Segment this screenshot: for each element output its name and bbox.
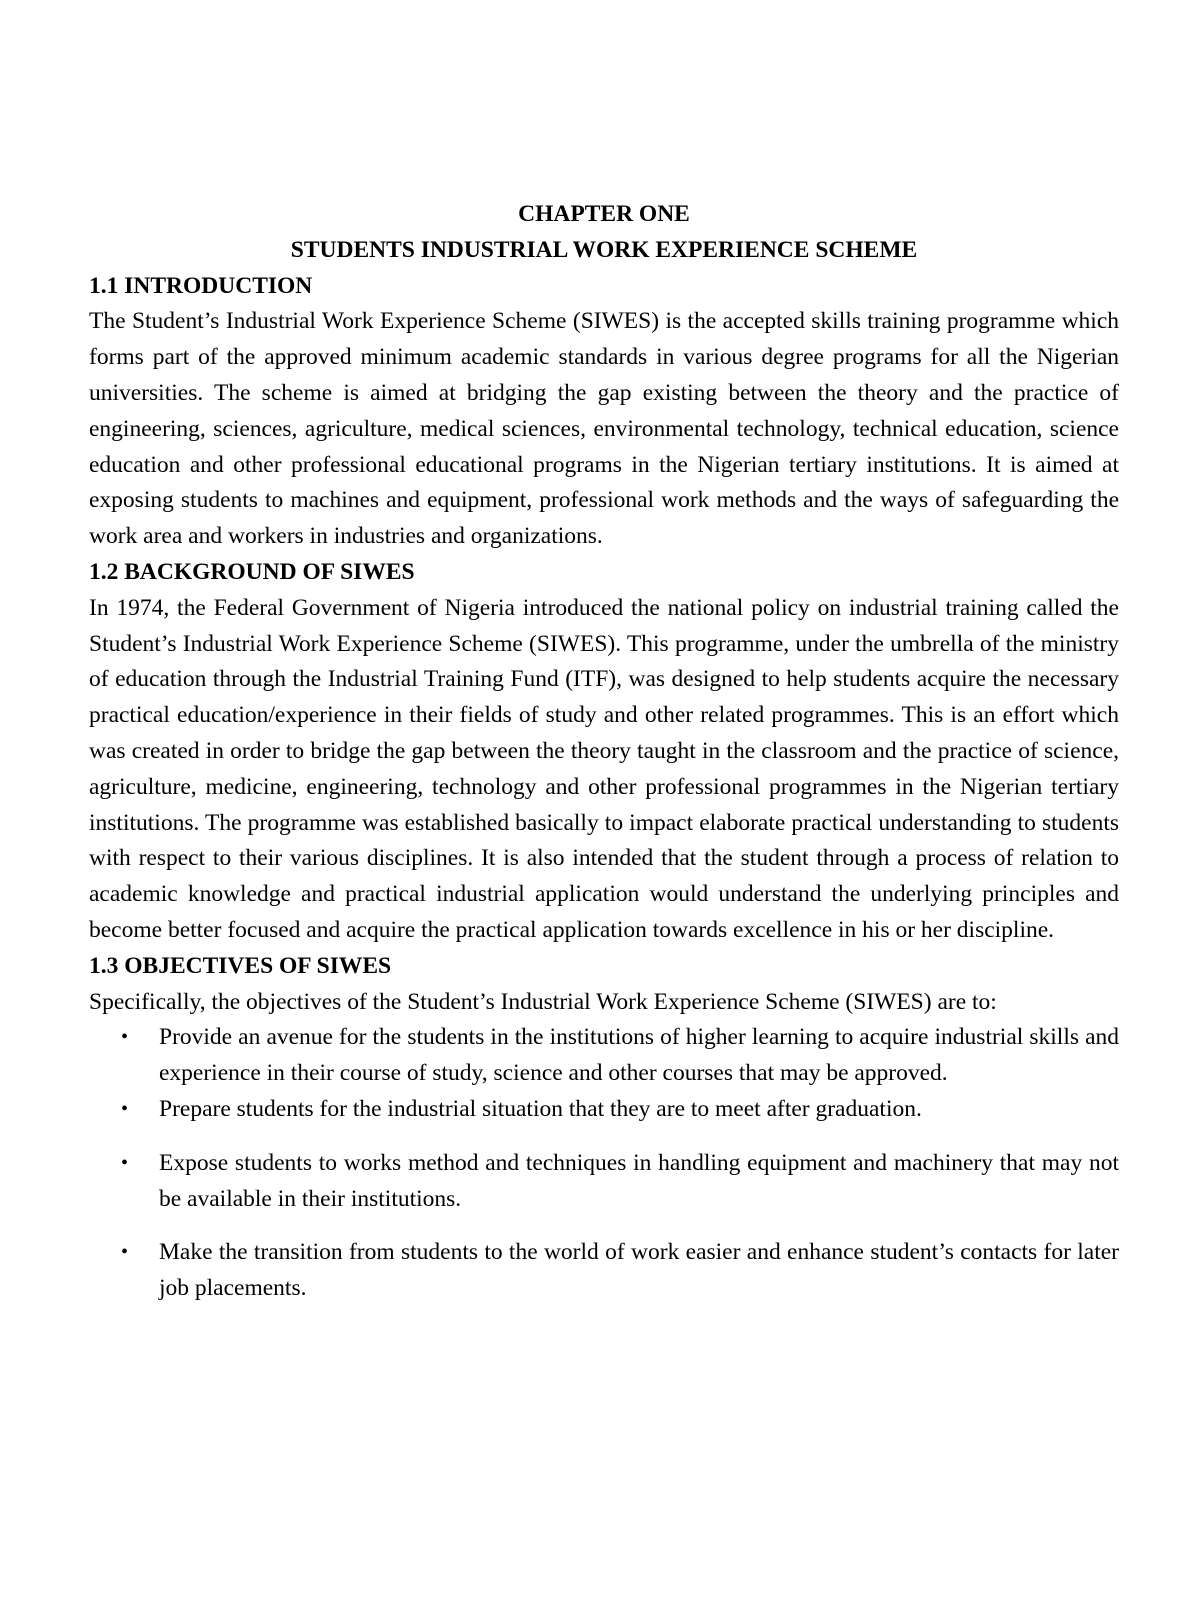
list-item xyxy=(89,1146,1119,1218)
bullet-icon: • xyxy=(121,1097,129,1120)
chapter-title: CHAPTER ONE xyxy=(518,201,690,227)
introduction-paragraph: The Student’s Industrial Work Experience Scheme (SIWES) is the accepted skills training programme which forms part of the approved minimum academic standards in various degree programs for all the Nigerian universities. The scheme is aimed at bridging the gap existing between the theory and the practice of engineering, sciences, agriculture, medical sciences, environmental technology, technical education, science education and other professional educational programs in the Nigerian tertiary institutions. It is aimed at exposing students to machines and equipment, professional work methods and the ways of safeguarding the work area and workers in industries and organizations. xyxy=(89,308,1119,550)
list-item-text: Expose students to works method and techniques in handling equipment and machinery that may not be available in their institutions. xyxy=(159,1149,1119,1212)
list-item xyxy=(89,1235,1119,1307)
list-item xyxy=(89,1092,1119,1128)
chapter-subtitle: STUDENTS INDUSTRIAL WORK EXPERIENCE SCHEME xyxy=(290,236,918,263)
section-heading-objectives: 1.3 OBJECTIVES OF SIWES xyxy=(89,952,392,979)
objectives-intro: Specifically, the objectives of the Student’s Industrial Work Experience Scheme (SIWES) are to: xyxy=(89,988,997,1015)
background-paragraph: In 1974, the Federal Government of Nigeria introduced the national policy on industrial training called the Student’s Industrial Work Experience Scheme (SIWES). This programme, under the umbrella of the ministry of education through the Industrial Training Fund (ITF), was designed to help students acquire the necessary practical education/experience in their fields of study and other related programmes. This is an effort which was created in order to bridge the gap between the theory taught in the classroom and the practice of science, agriculture, medicine, engineering, technology and other professional programmes in the Nigerian tertiary institutions. The programme was established basically to impact elaborate practical understanding to students with respect to their various disciplines. It is also intended that the student through a process of relation to academic knowledge and practical industrial application would understand the underlying principles and become better focused and acquire the practical application towards excellence in his or her discipline. xyxy=(89,594,1119,943)
list-item-text: Provide an avenue for the students in the institutions of higher learning to acquire industrial skills and experience in their course of study, science and other courses that may be approved. xyxy=(159,1024,1119,1087)
bullet-icon: • xyxy=(121,1151,129,1174)
bullet-icon: • xyxy=(121,1026,129,1049)
list-item-text: Make the transition from students to the world of work easier and enhance student’s contacts for later job placements. xyxy=(159,1239,1119,1302)
list-item xyxy=(89,1020,1119,1092)
section-heading-background: 1.2 BACKGROUND OF SIWES xyxy=(89,558,415,585)
section-heading-introduction: 1.1 INTRODUCTION xyxy=(89,272,313,299)
list-item-text: Prepare students for the industrial situation that they are to meet after graduation. xyxy=(159,1095,922,1122)
document-page xyxy=(89,197,1119,1307)
bullet-icon: • xyxy=(121,1241,129,1264)
objectives-list xyxy=(89,1020,1119,1307)
